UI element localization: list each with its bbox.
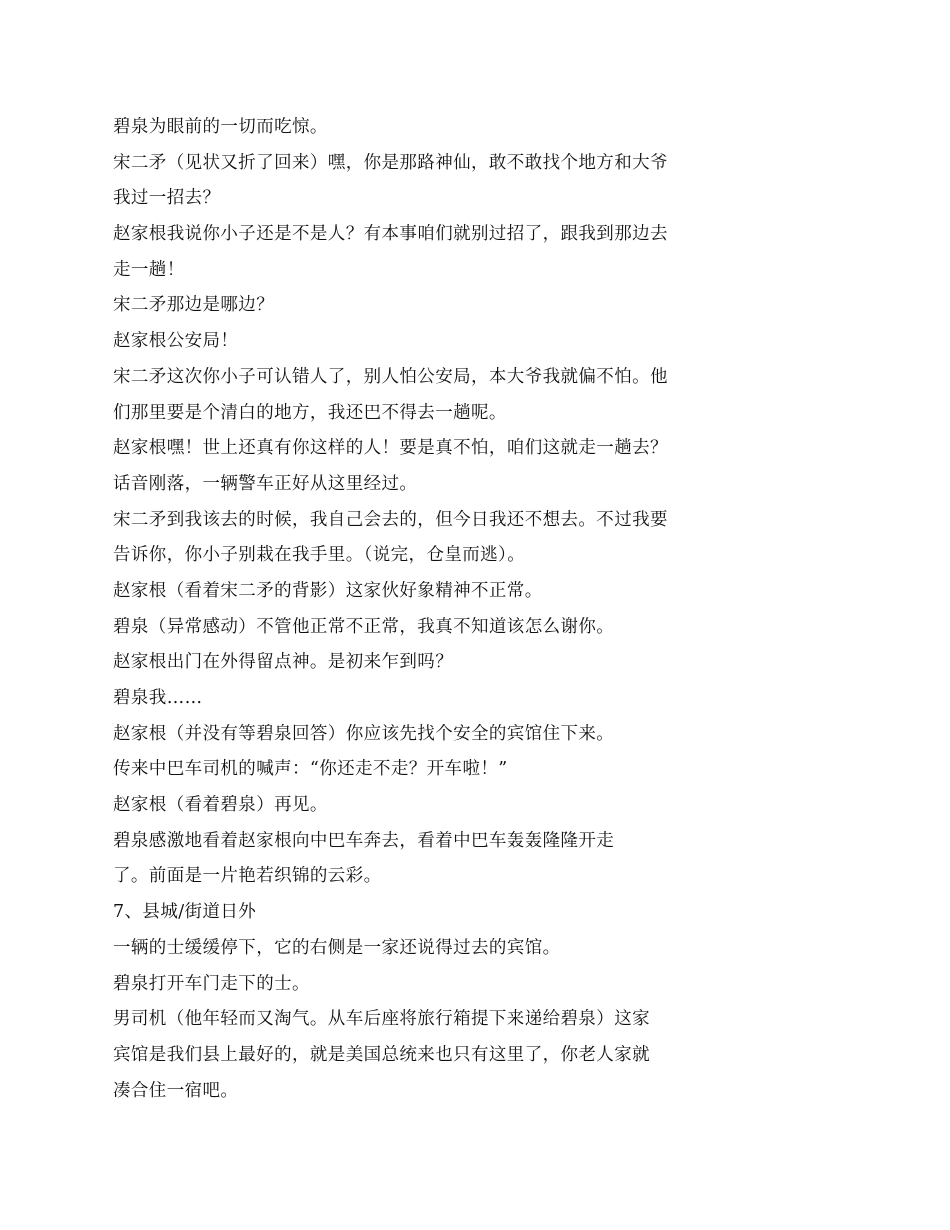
text-line: 宾馆是我们县上最好的，就是美国总统来也只有这里了，你老人家就 — [113, 1044, 650, 1065]
text-line: 宋二矛到我该去的时候，我自己会去的，但今日我还不想去。不过我要 — [113, 509, 668, 530]
text-line: 们那里要是个清白的地方，我还巴不得去一趟呢。 — [113, 402, 507, 423]
text-line: 碧泉感激地看着赵家根向中巴车奔去，看着中巴车轰轰隆隆开走 — [113, 830, 615, 851]
text-line: 碧泉打开车门走下的士。 — [113, 973, 310, 994]
text-line: 一辆的士缓缓停下，它的右侧是一家还说得过去的宾馆。 — [113, 937, 561, 958]
text-line: 赵家根（看着碧泉）再见。 — [113, 795, 328, 816]
text-line: 男司机（他年轻而又淘气。从车后座将旅行箱提下来递给碧泉）这家 — [113, 1009, 650, 1030]
document-body — [113, 110, 713, 1109]
text-line: 碧泉我…… — [113, 688, 203, 708]
text-line: 宋二矛这次你小子可认错人了，别人怕公安局，本大爷我就偏不怕。他 — [113, 366, 668, 387]
text-line: 传来中巴车司机的喊声：“你还走不走？开车啦！” — [113, 759, 508, 780]
text-line: 赵家根我说你小子还是不是人？有本事咱们就别过招了，跟我到那边去 — [113, 224, 668, 245]
text-line: 宋二矛那边是哪边？ — [113, 295, 275, 316]
text-line: 碧泉（异常感动）不管他正常不正常，我真不知道该怎么谢你。 — [113, 616, 615, 637]
text-line: 赵家根公安局！ — [113, 331, 239, 352]
text-line: 话音刚落，一辆警车正好从这里经过。 — [113, 473, 418, 494]
text-line: 了。前面是一片艳若织锦的云彩。 — [113, 866, 382, 887]
text-line: 宋二矛（见状又折了回来）嘿，你是那路神仙，敢不敢找个地方和大爷 — [113, 152, 668, 173]
text-line: 赵家根嘿！世上还真有你这样的人！要是真不怕，咱们这就走一趟去？ — [113, 438, 668, 459]
text-line: 赵家根（看着宋二矛的背影）这家伙好象精神不正常。 — [113, 580, 543, 601]
text-line: 碧泉为眼前的一切而吃惊。 — [113, 117, 328, 137]
text-line: 凑合住一宿吧。 — [113, 1080, 239, 1101]
text-line: 我过一招去？ — [113, 188, 221, 209]
text-line: 赵家根出门在外得留点神。是初来乍到吗？ — [113, 652, 454, 673]
text-line: 告诉你，你小子别栽在我手里。（说完，仓皇而逃）。 — [113, 545, 526, 566]
scene-heading: 7、县城/街道日外 — [113, 902, 257, 923]
text-line: 赵家根（并没有等碧泉回答）你应该先找个安全的宾馆住下来。 — [113, 723, 615, 744]
text-line: 走一趟！ — [113, 259, 185, 280]
